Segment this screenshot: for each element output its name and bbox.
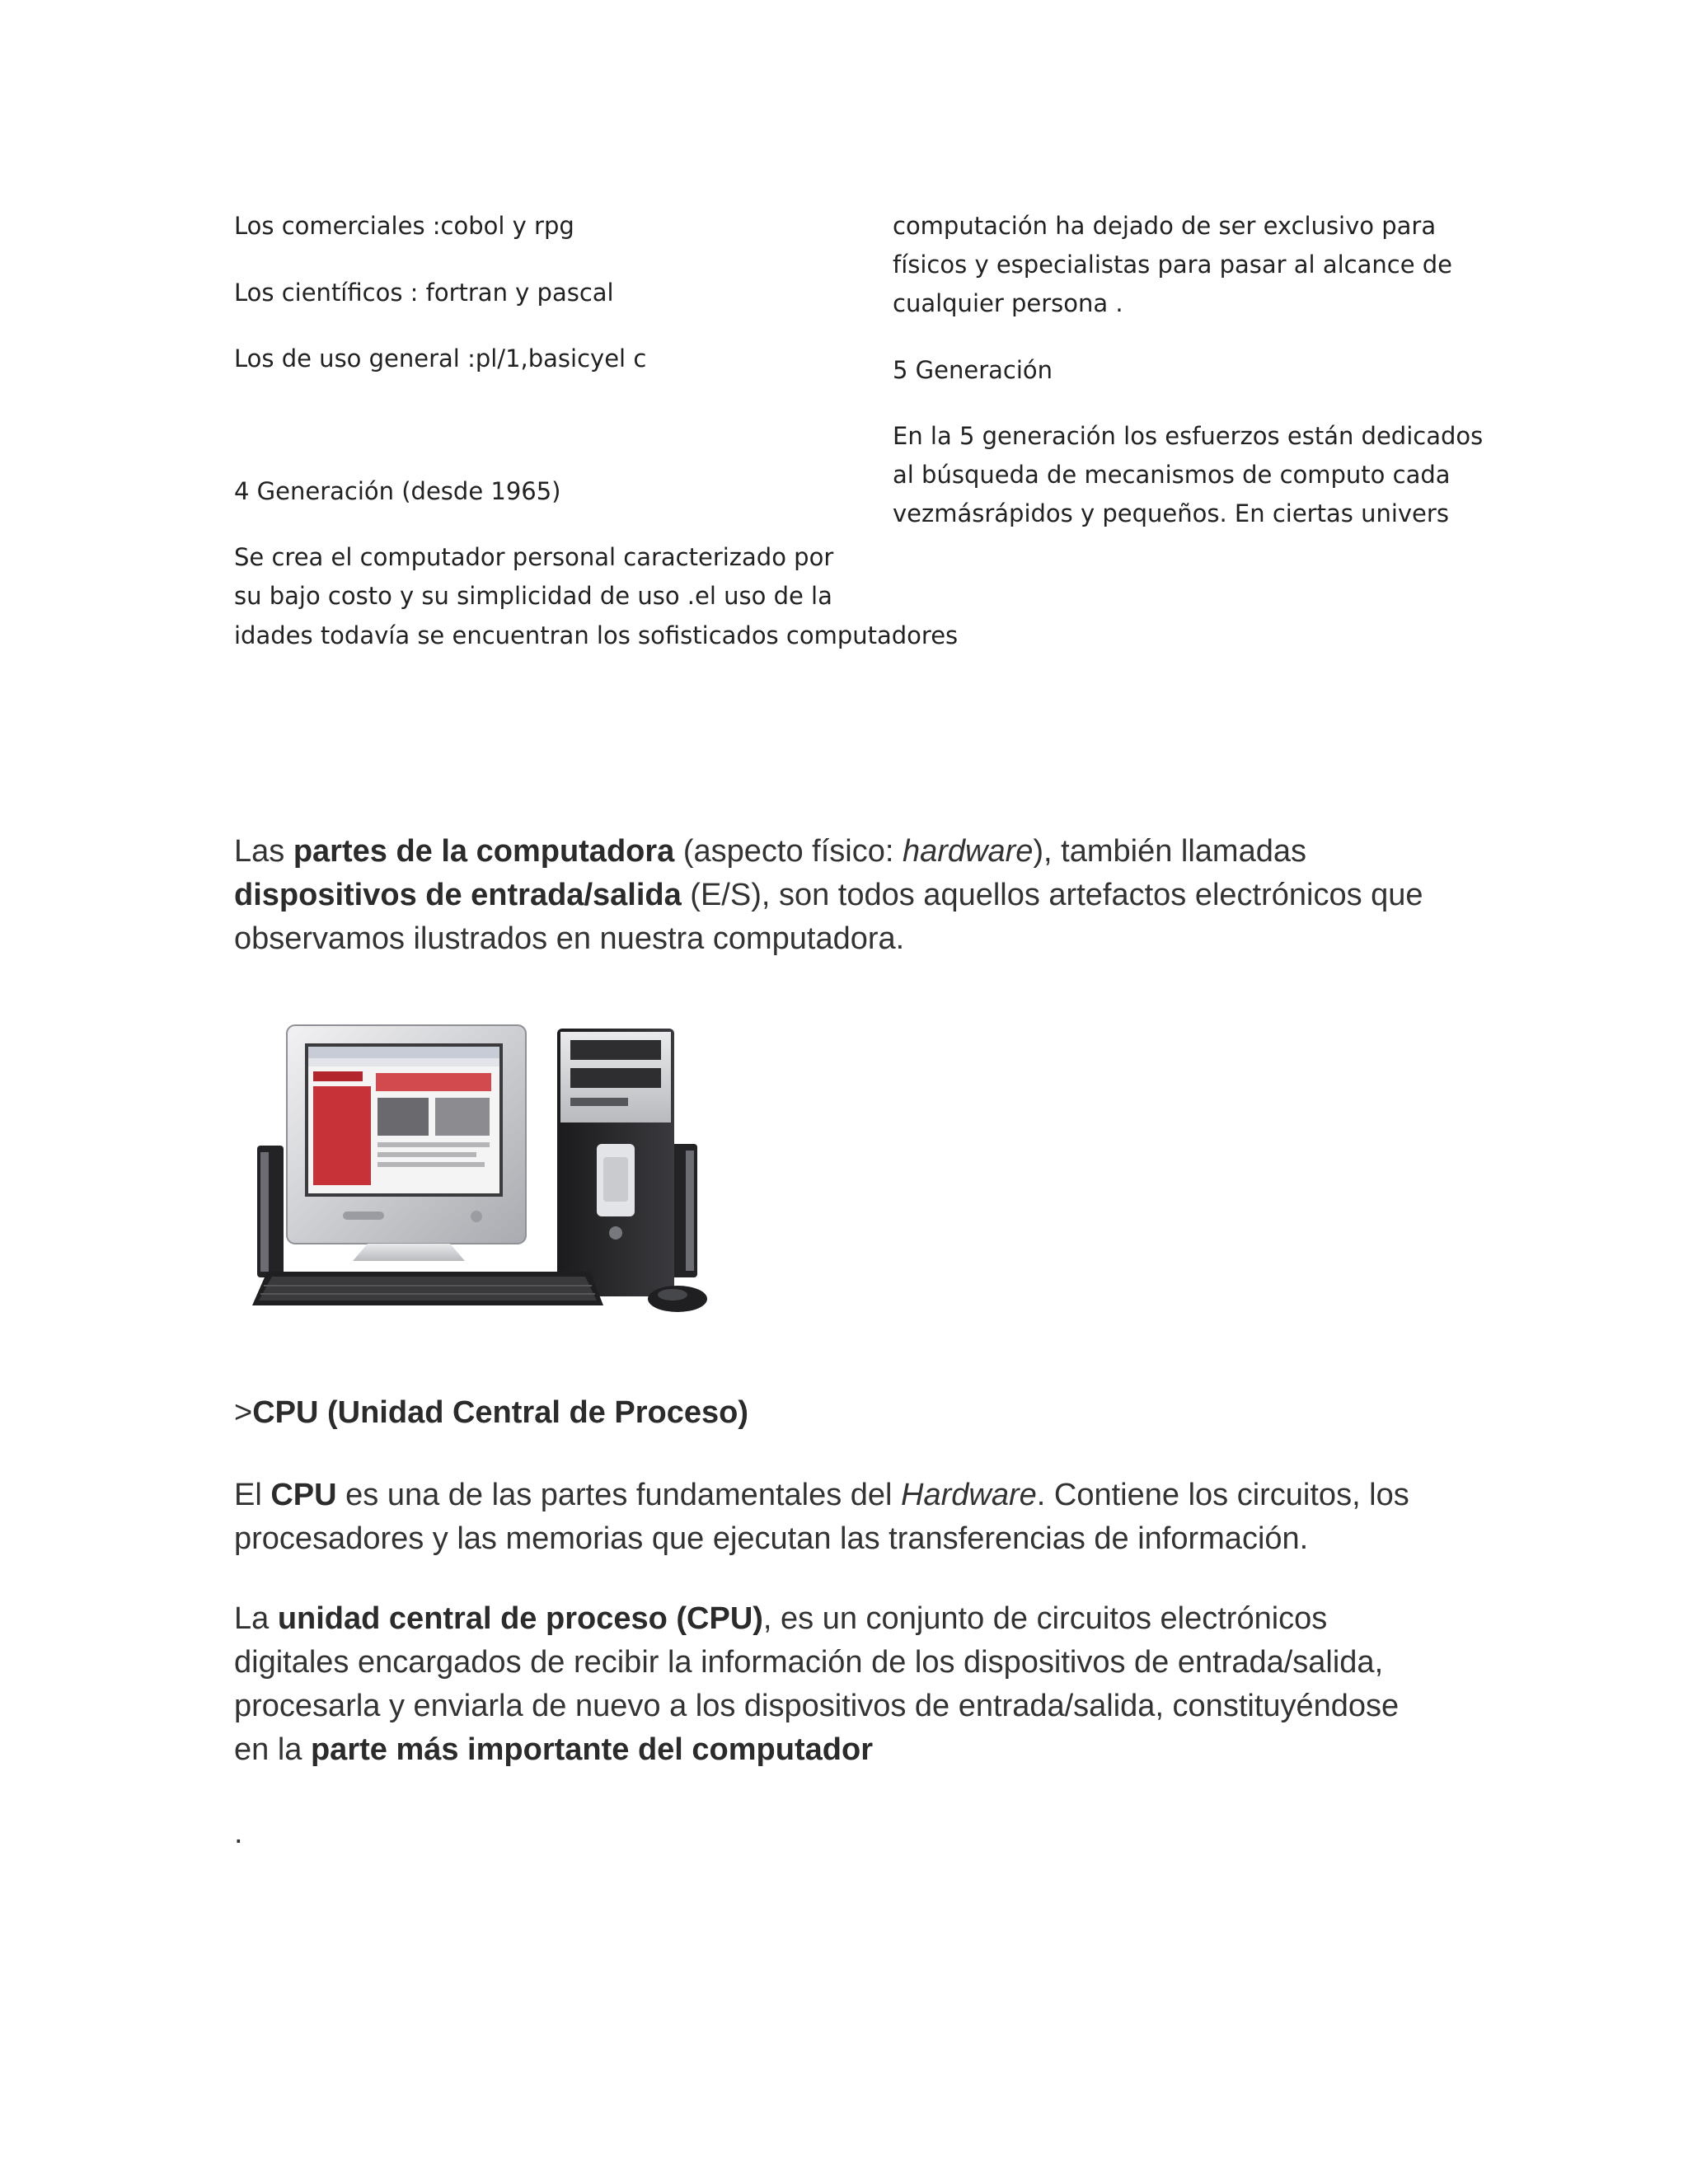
- heading-4-generacion: 4 Generación (desde 1965): [234, 477, 561, 505]
- para-text: . Contiene los circuitos, los: [1036, 1478, 1409, 1512]
- heading-text: CPU (Unidad Central de Proceso): [252, 1395, 748, 1430]
- intro-text: (aspecto físico:: [674, 834, 903, 869]
- para-bold-parte: parte más importante del computador: [310, 1732, 873, 1767]
- cpu-para-1-line-1: [234, 1474, 1409, 1517]
- para-bold-cpu: CPU: [270, 1478, 337, 1512]
- para-4-line-1: Se crea el computador personal caracterizado por: [234, 543, 834, 571]
- right-speaker-icon: [671, 1144, 697, 1277]
- left-speaker-icon: [257, 1146, 284, 1277]
- para-4-line-3: idades todavía se encuentran los sofisticados computadores: [234, 621, 959, 649]
- intro-text: Las: [234, 834, 293, 869]
- para-4-line-2: su bajo costo y su simplicidad de uso .el uso de la: [234, 582, 832, 610]
- right-line-3: cualquier persona .: [893, 289, 1123, 317]
- para-italic-hardware: Hardware: [901, 1478, 1037, 1512]
- monitor-icon: [287, 1025, 526, 1261]
- intro-line-3: observamos ilustrados en nuestra computadora.: [234, 921, 905, 956]
- cpu-tower-icon: [557, 1029, 674, 1296]
- heading-5-generacion: 5 Generación: [893, 356, 1053, 384]
- para-bold-unidad: unidad central de proceso (CPU): [277, 1601, 763, 1636]
- cpu-para-2-line-1: [234, 1597, 1327, 1641]
- intro-text: ), también llamadas: [1033, 834, 1306, 869]
- text-line-comerciales: Los comerciales :cobol y rpg: [234, 212, 574, 240]
- para-5-line-2: al búsqueda de mecanismos de computo cada: [893, 461, 1451, 489]
- mouse-icon: [648, 1286, 707, 1312]
- cpu-para-2-line-2: digitales encargados de recibir la información de los dispositivos de entrada/salida,: [234, 1645, 1384, 1680]
- heading-prefix: >: [234, 1395, 253, 1430]
- text-line-uso-general: Los de uso general :pl/1,basicyel c: [234, 344, 647, 373]
- trailing-period: .: [234, 1816, 243, 1850]
- para-text: es una de las partes fundamentales del: [336, 1478, 902, 1512]
- cpu-section-heading: [234, 1391, 748, 1435]
- cpu-para-2-line-4: [234, 1728, 873, 1772]
- computer-illustration: [244, 1020, 726, 1327]
- para-5-line-3: vezmásrápidos y pequeños. En ciertas univers: [893, 499, 1449, 527]
- text-line-cientificos: Los científicos : fortran y pascal: [234, 279, 614, 307]
- right-line-1: computación ha dejado de ser exclusivo para: [893, 212, 1437, 240]
- intro-line-2: [234, 874, 1423, 917]
- right-line-2: físicos y especialistas para pasar al alcance de: [893, 251, 1453, 279]
- intro-line-1: [234, 830, 1306, 874]
- para-text: , es un conjunto de circuitos electrónicos: [762, 1601, 1328, 1636]
- keyboard-icon: [252, 1272, 603, 1305]
- intro-italic-hardware: hardware: [902, 834, 1034, 869]
- cpu-para-1-line-2: procesadores y las memorias que ejecutan las transferencias de información.: [234, 1521, 1309, 1556]
- intro-bold-dispositivos: dispositivos de entrada/salida: [234, 878, 682, 912]
- intro-text: (E/S), son todos aquellos artefactos electrónicos que: [681, 878, 1423, 912]
- para-5-line-1: En la 5 generación los esfuerzos están dedicados: [893, 422, 1484, 450]
- intro-bold-partes: partes de la computadora: [293, 834, 675, 869]
- para-text: El: [234, 1478, 271, 1512]
- para-text: La: [234, 1601, 278, 1636]
- para-text: en la: [234, 1732, 311, 1767]
- cpu-para-2-line-3: procesarla y enviarla de nuevo a los dispositivos de entrada/salida, constituyéndose: [234, 1689, 1400, 1723]
